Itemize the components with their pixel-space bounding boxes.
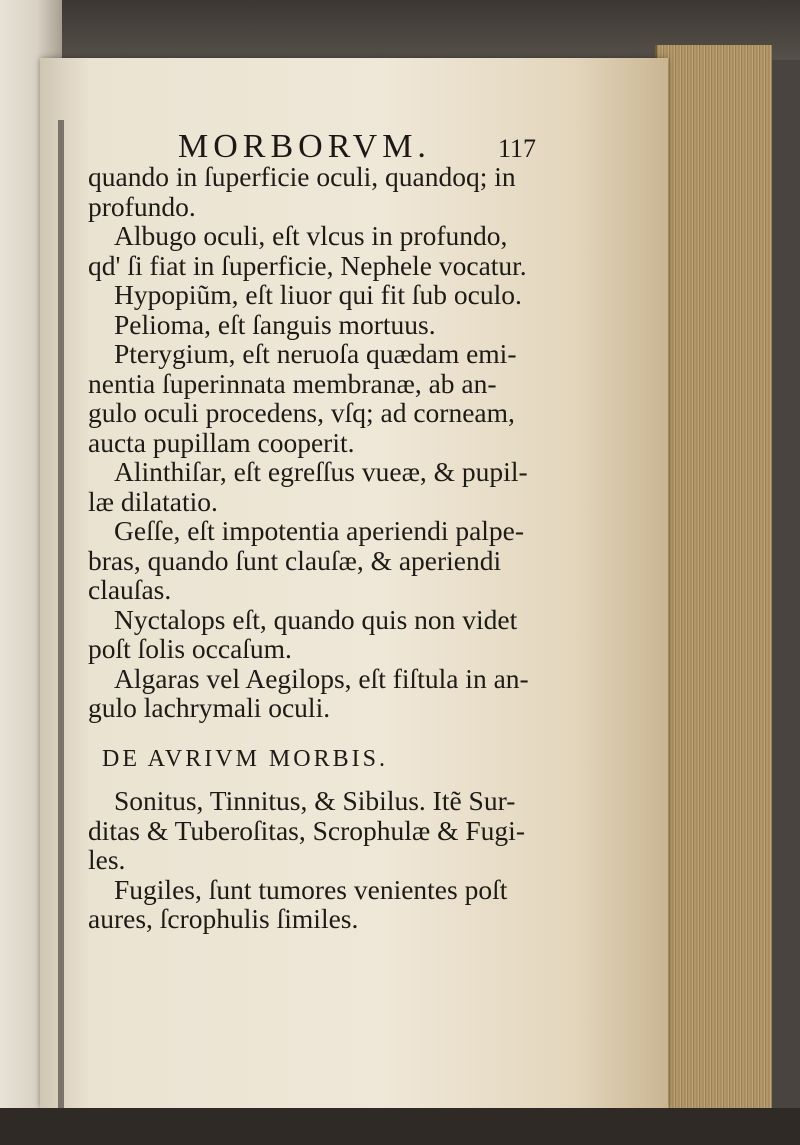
text-line: Nyctalops eſt, quando quis non videt (114, 603, 518, 635)
text-line: Albugo oculi, eſt vlcus in profundo, (114, 220, 508, 251)
text-line: Alinthiſar, eſt egreſſus vueæ, & pupil- (114, 456, 528, 487)
text-line: Pelioma, eſt ſanguis mortuus. (114, 308, 436, 340)
text-line: aucta pupillam cooperit. (88, 426, 355, 458)
gutter-shadow (58, 120, 64, 1120)
text-line: Hypopiũm, eſt liuor qui fit ſub oculo. (114, 279, 522, 310)
running-head: MORBORVM. (178, 128, 431, 165)
text-line: poſt ſolis occaſum. (88, 633, 292, 664)
book-page-edges (655, 45, 772, 1120)
text-lines (88, 162, 558, 723)
text-line: læ dilatatio. (88, 485, 218, 517)
text-line: nentia ſuperinnata membranæ, ab an- (88, 367, 497, 399)
text-line: gulo lachrymali oculi. (88, 692, 331, 723)
text-line: aures, ſcrophulis ſimiles. (88, 903, 359, 934)
text-line: Geſſe, eſt impotentia aperiendi palpe- (114, 515, 525, 546)
section-heading: DE AVRIVM MORBIS. (102, 745, 388, 772)
body-text (88, 162, 558, 934)
text-line: Fugiles, ſunt tumores venientes poſt (114, 873, 508, 905)
text-line: Sonitus, Tinnitus, & Sibilus. Itẽ Sur- (114, 785, 516, 816)
text-line: Pterygium, eſt neruoſa quædam emi- (114, 338, 517, 369)
text-line: profundo. (88, 190, 196, 222)
text-line: quando in ſuperficie oculi, quandoq; in (88, 161, 516, 192)
text-line: bras, quando ſunt clauſæ, & aperiendi (88, 544, 502, 576)
text-line: gulo oculi procedens, vſq; ad corneam, (88, 397, 515, 428)
text-line: ditas & Tuberoſitas, Scrophulæ & Fugi- (88, 814, 525, 846)
page-number: 117 (498, 134, 537, 163)
text-line: Algaras vel Aegilops, eſt fiſtula in an- (114, 662, 529, 694)
text-line: les. (88, 844, 126, 875)
text-line: clauſas. (88, 574, 172, 605)
section-text-lines (88, 786, 558, 934)
text-line: qd' ſi fiat in ſuperficie, Nephele vocatur. (88, 249, 527, 281)
background-bottom (0, 1108, 800, 1145)
